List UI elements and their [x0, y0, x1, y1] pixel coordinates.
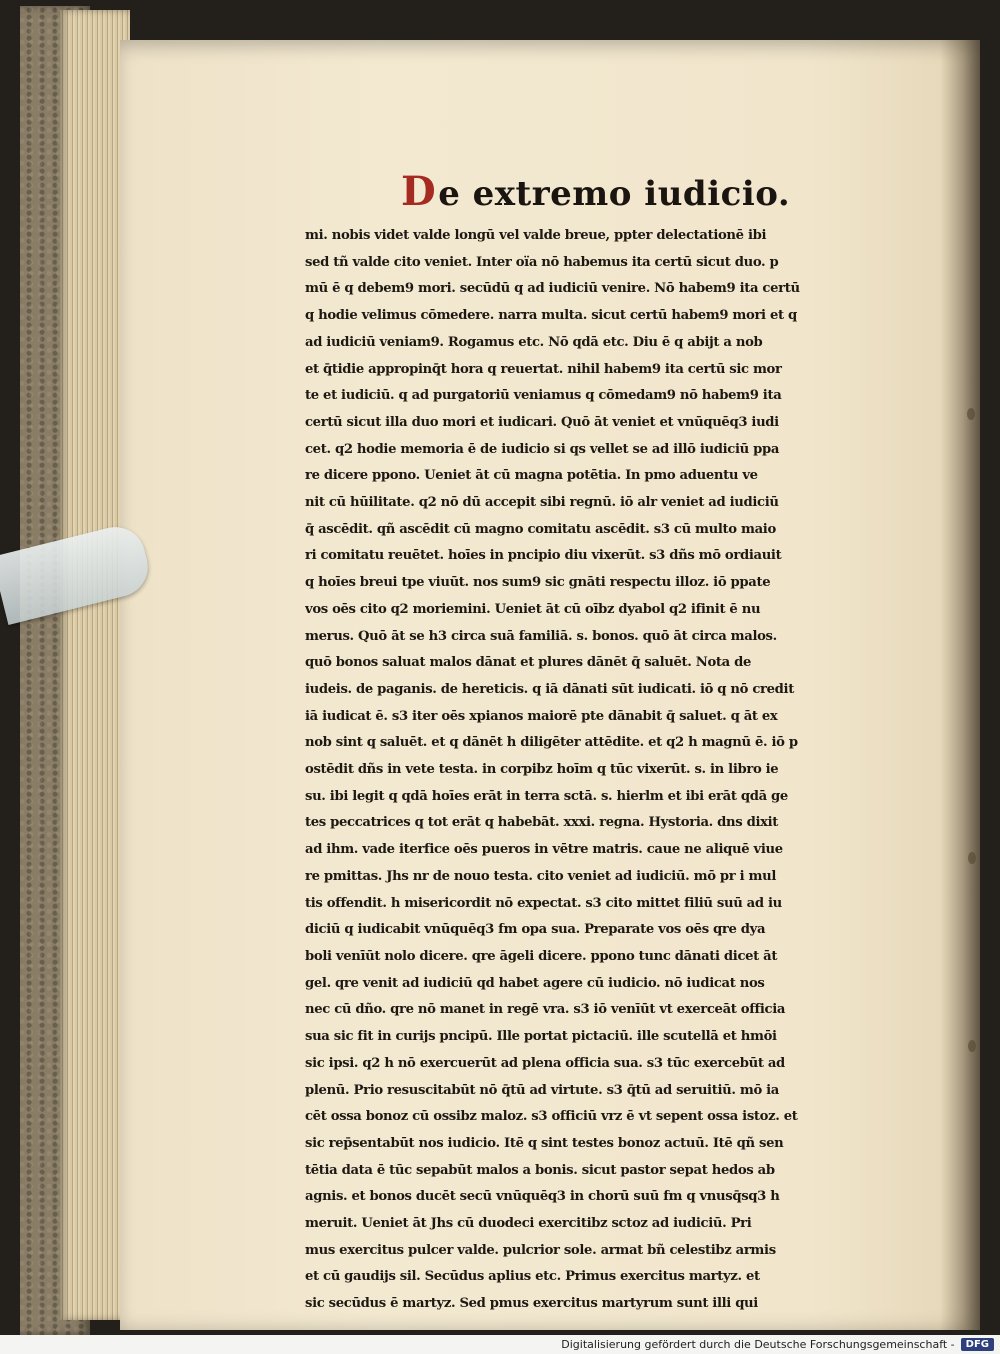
- text-line: sed tñ valde cito veniet. Inter oïa nō habemus ita certū sicut duo. p: [305, 254, 779, 270]
- text-lines: [305, 223, 850, 1318]
- text-line: cēt ossa bonoz cū ossibz maloz. s3 officiū vrz ē vt sepent ossa istoz. et: [305, 1109, 798, 1125]
- text-line: re pmittas. Jhs nr de nouo testa. cito veniet ad iudiciū. mō pr i mul: [305, 868, 777, 884]
- text-line: sic rep̄sentabūt nos iudicio. Itē q sint testes bonoz actuū. Itē qñ sen: [305, 1135, 784, 1151]
- page-gutter: [940, 40, 980, 1330]
- dfg-logo: DFG: [961, 1338, 994, 1351]
- footer-credit: Digitalisierung gefördert durch die Deutsche Forschungsgemeinschaft -: [561, 1338, 955, 1351]
- page-heading: [305, 168, 850, 215]
- text-line: merus. Quō āt se h3 circa suā familiā. s. bonos. quō āt circa malos.: [305, 628, 777, 644]
- text-line: mi. nobis videt valde longū vel valde breue, ppter delectationē ibi: [305, 228, 767, 243]
- text-line: ad ihm. vade iterfice oēs pueros in vētre matris. caue ne aliquē viue: [305, 842, 783, 858]
- text-line: gel. qre venit ad iudiciū qd habet agere cū iudicio. nō iudicat nos: [305, 975, 765, 991]
- text-line: et q̄tidie appropinq̄t hora q reuertat. nihil habem9 ita certū sic mor: [305, 361, 782, 377]
- text-line: vos oēs cito q2 moriemini. Ueniet āt cū oībz dyabol q2 ifinit ē nu: [305, 601, 761, 617]
- text-line: q̄ ascēdit. qñ ascēdit cū magno comitatu ascēdit. s3 cū multo maio: [305, 521, 776, 537]
- text-line: q hodie velimus cōmedere. narra multa. sicut certū habem9 mori et q: [305, 308, 797, 324]
- text-line: tis offendit. h misericordit nō expectat. s3 cito mittet filiū suū ad iu: [305, 895, 782, 911]
- text-line: agnis. et bonos ducēt secū vnūquēq3 in chorū suū fm q vnusq̄sq3 h: [305, 1189, 780, 1205]
- text-line: nit cū hūilitate. q2 nō dū accepit sibi regnū. iō alr veniet ad iudiciū: [305, 495, 779, 511]
- text-line: quō bonos saluat malos dānat et plures dānēt q̄ saluēt. Nota de: [305, 655, 752, 671]
- text-line: ri comitatu reuētet. hoīes in pncipio diu vixerūt. s3 dñs mō ordiauit: [305, 548, 782, 564]
- heading-initial: D: [401, 168, 437, 215]
- text-line: mū ē q debem9 mori. secūdū q ad iudiciū venire. Nō habem9 ita certū: [305, 281, 800, 297]
- text-line: sic secūdus ē martyz. Sed pmus exercitus martyrum sunt illi qui: [305, 1296, 758, 1312]
- text-line: re dicere ppono. Ueniet āt cū magna potētia. In pmo aduentu ve: [305, 468, 758, 484]
- text-line: sua sic fit in curijs pncipū. Ille portat pictaciū. ille scutellā et hmōi: [305, 1029, 777, 1045]
- text-line: q hoīes breui tpe viuūt. nos sum9 sic gnāti respectu illoz. iō ppate: [305, 575, 771, 591]
- text-line: mus exercitus pulcer valde. pulcrior sole. armat bñ celestibz armis: [305, 1242, 776, 1258]
- text-line: te et iudiciū. q ad purgatoriū veniamus q cōmedam9 nō habem9 ita: [305, 388, 782, 404]
- text-line: plenū. Prio resuscitabūt nō q̄tū ad virtute. s3 q̄tū ad seruitiū. mō ia: [305, 1082, 779, 1098]
- text-line: cet. q2 hodie memoria ē de iudicio si qs vellet se ad illō iudiciū ppa: [305, 441, 780, 457]
- text-line: sic ipsi. q2 h nō exercuerūt ad plena officia sua. s3 tūc exercebūt ad: [305, 1055, 785, 1071]
- text-line: nob sint q saluēt. et q dānēt h diligēter attēdite. et q2 h magnū ē. iō p: [305, 735, 798, 751]
- text-line: ostēdit dñs in vete testa. in corpibz hoīm q tūc vixerūt. s. in libro ie: [305, 762, 779, 778]
- text-line: iā iudicat ē. s3 iter oēs xpianos maiorē pte dānabit q̄ saluet. q āt ex: [305, 708, 778, 724]
- text-line: et cū gaudijs sil. Secūdus aplius etc. Primus exercitus martyz. et: [305, 1269, 760, 1285]
- text-line: ad iudiciū veniam9. Rogamus etc. Nō qdā etc. Diu ē q abijt a nob: [305, 334, 763, 350]
- wormhole: [968, 1040, 976, 1052]
- heading-text: e extremo iudicio.: [438, 174, 791, 214]
- text-line: diciū q iudicabit vnūquēq3 fm opa sua. Preparate vos oēs qre dya: [305, 922, 766, 938]
- wormhole: [967, 408, 975, 420]
- text-line: iudeis. de paganis. de hereticis. q iā dānati sūt iudicati. iō q nō credit: [305, 681, 794, 697]
- text-line: boli venīūt nolo dicere. qre āgeli dicere. ppono tunc dānati dicet āt: [305, 948, 778, 964]
- wormhole: [968, 852, 976, 864]
- text-line: su. ibi legit q qdā hoīes erāt in terra sctā. s. hierlm et ibi erāt qdā ge: [305, 788, 788, 804]
- text-line: nec cū dño. qre nō manet in regē vra. s3 iō venīūt vt exerceāt officia: [305, 1002, 786, 1018]
- text-line: meruit. Ueniet āt Jhs cū duodeci exercitibz sctoz ad iudiciū. Pri: [305, 1216, 752, 1232]
- text-line: tes peccatrices q tot erāt q habebāt. xxxi. regna. Hystoria. dns dixit: [305, 815, 779, 831]
- text-block: [305, 168, 850, 1318]
- footer-bar: [0, 1335, 1000, 1354]
- text-line: tētia data ē tūc sepabūt malos a bonis. sicut pastor sepat hedos ab: [305, 1162, 775, 1178]
- text-line: certū sicut illa duo mori et iudicari. Quō āt veniet et vnūquēq3 iudi: [305, 414, 779, 430]
